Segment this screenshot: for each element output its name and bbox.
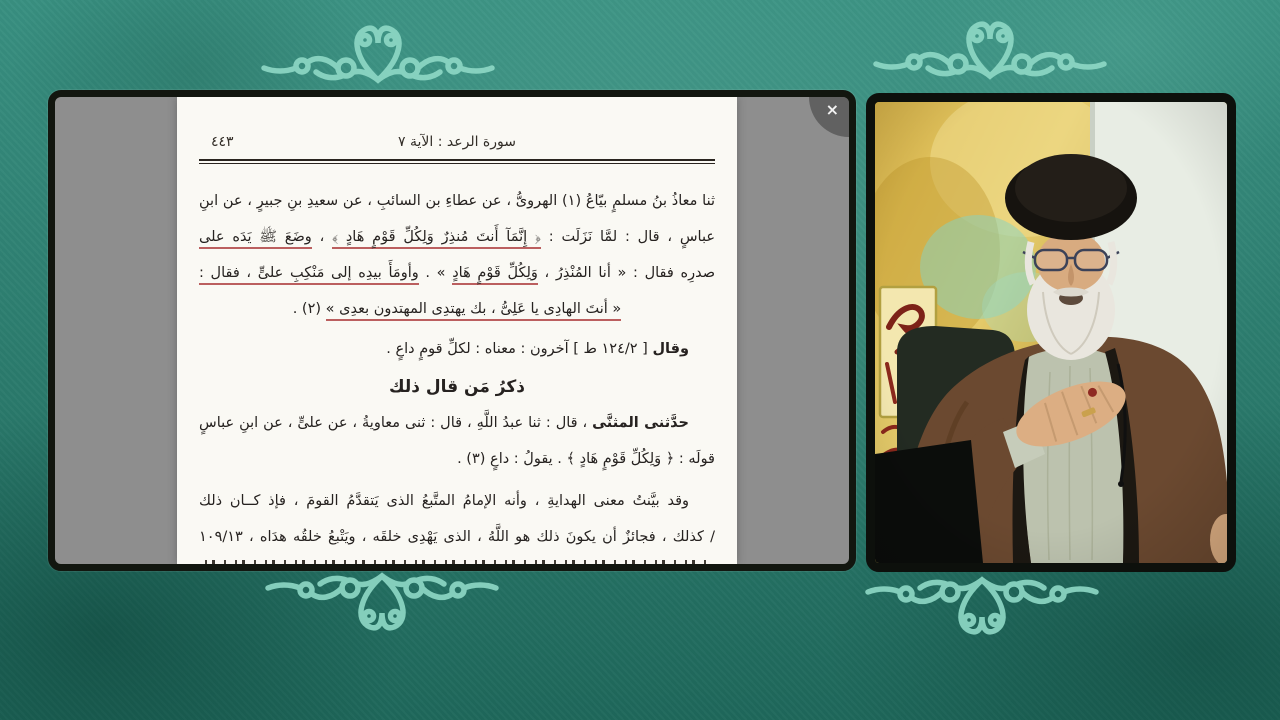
- text-segment: وَلِكُلِّ قَوْمٍ هَادٍ: [452, 265, 538, 285]
- document-text-line: [199, 519, 715, 555]
- speaker-video-window: [866, 93, 1236, 572]
- document-text-line: [199, 255, 715, 291]
- close-icon: ×: [825, 100, 839, 119]
- text-segment: ذكرُ مَن قال ذلك: [389, 377, 525, 397]
- text-segment: / كذلك ، فجائزٌ أن يكونَ ذلك هو اللَّهُ ، الذى يَهْدِى خلقَه ، ويَتْبعُ خلقُه هدَاه ، ١٠٩/١٣: [199, 529, 715, 545]
- document-text-line: [199, 183, 715, 219]
- text-segment: صدرِه فقال : « أنا المُنْذِرُ ،: [537, 265, 715, 281]
- document-page[interactable]: [177, 97, 737, 564]
- text-segment: عباسٍ ، قال : لمَّا نَزَلَت :: [540, 229, 715, 245]
- speaker-video-scene: [875, 102, 1227, 563]
- document-text-line: [199, 441, 715, 477]
- clipped-text-line: [205, 560, 709, 564]
- ornament-top-right: [870, 12, 1110, 84]
- ornament-top-left: [258, 16, 498, 88]
- text-segment: « أنتَ الهادِى يا عَلِىُّ ، بك يهتدِى المهتدون بعدِى »: [326, 301, 622, 321]
- document-content: [177, 97, 737, 564]
- text-segment: [ ١٢٤/٢ ط ] آخرون : معناه : لكلِّ قومٍ داعٍ .: [386, 341, 653, 357]
- text-segment: وقال: [652, 341, 689, 357]
- text-segment: ثنا معاذُ بنُ مسلمٍ بيّاعُ (١) الهروىُّ ، عن عطاءِ بن السائبِ ، عن سعيدِ بنِ جبيرٍ ، عن ابنِ: [199, 193, 715, 209]
- document-viewer-window: [48, 90, 856, 571]
- text-segment: وضَعَ ﷺ يَدَه على: [199, 229, 312, 249]
- document-heading: [199, 369, 715, 405]
- document-text-line: [199, 405, 715, 441]
- text-segment: قولَه : ﴿ وَلِكُلِّ قَوْمٍ هَادٍ ﴾ . يقولُ : داعٍ (٣) .: [457, 451, 715, 467]
- close-button[interactable]: [809, 97, 849, 137]
- page-header-title: سورة الرعد : الآية ٧: [398, 134, 516, 150]
- text-segment: (٢) .: [292, 301, 326, 317]
- ornament-bottom-left: [262, 566, 502, 642]
- text-segment: ، قال : ثنا عبدُ اللَّهِ ، قال : ثنى معاويةُ ، عن علىٍّ ، عن ابنِ عباسٍ: [199, 415, 593, 431]
- text-segment: » .: [418, 265, 453, 281]
- document-text-line: [199, 291, 715, 327]
- page-number: ٤٤٣: [211, 134, 234, 150]
- text-segment: حدَّثنى المثنَّى: [592, 415, 689, 431]
- text-segment: ،: [311, 229, 333, 245]
- header-rule: [199, 159, 715, 164]
- text-segment: ﴿ إِنَّمَآ أَنتَ مُنذِرٌ وَلِكُلِّ قَوْمٍ هَادٍ ﴾: [332, 229, 541, 249]
- ornament-bottom-right: [862, 570, 1102, 646]
- page-header: [199, 131, 715, 153]
- document-text-line: [199, 483, 715, 519]
- text-segment: وأومَأَ بيدِه إلى مَنْكِبِ علىٍّ ، فقال :: [199, 265, 419, 285]
- text-segment: وقد بيَّنتُ معنى الهدايةِ ، وأنه الإمامُ المتَّبعُ الذى يَتقدَّمُ القومَ ، فإذ كــان ذلك: [199, 493, 689, 509]
- document-text-lines: [199, 183, 715, 555]
- document-text-line: [199, 219, 715, 255]
- document-text-line: [199, 331, 715, 367]
